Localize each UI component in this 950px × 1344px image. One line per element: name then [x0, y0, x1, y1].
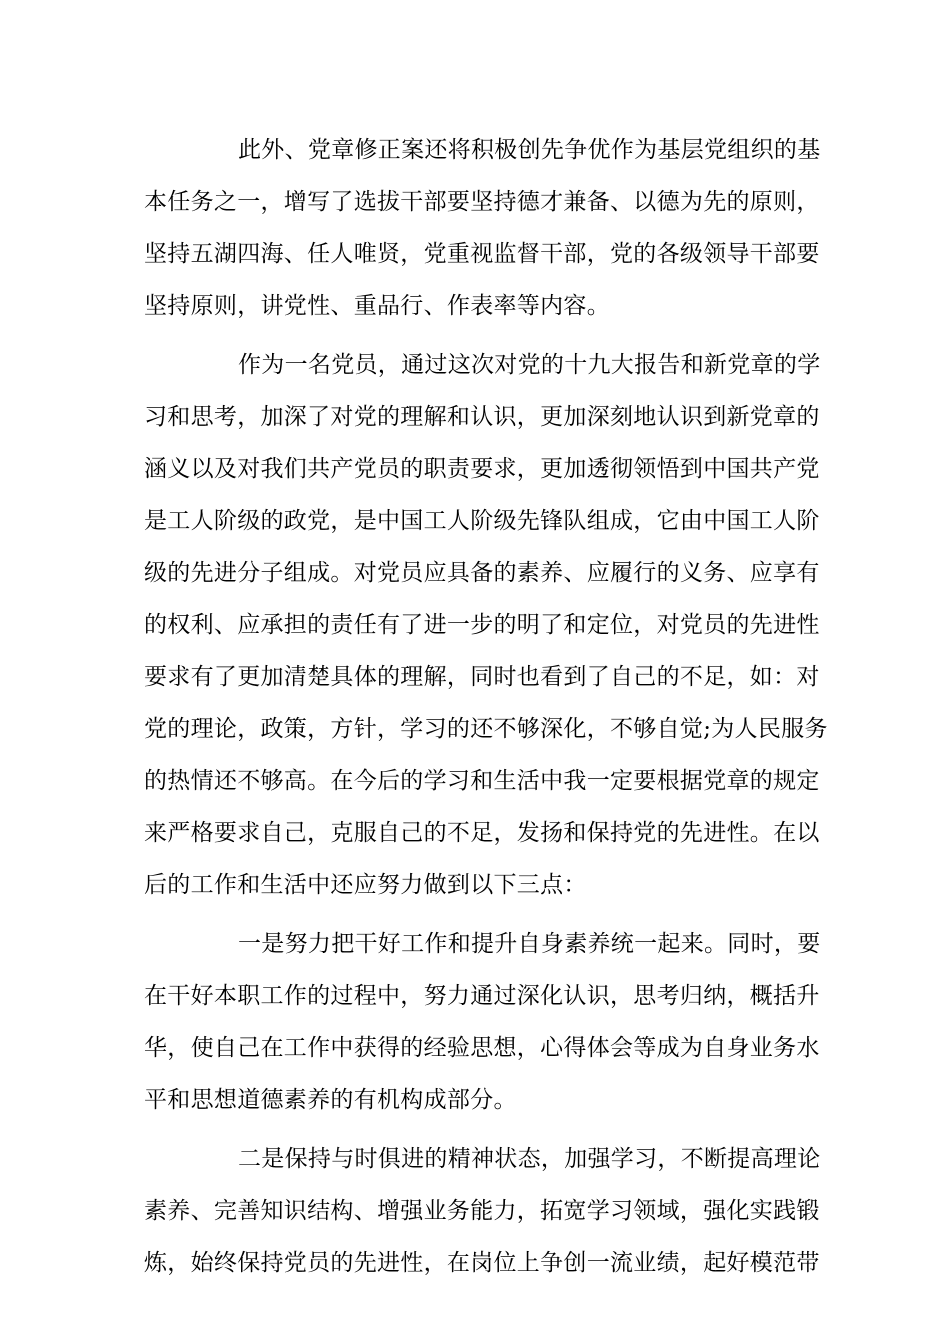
paragraph-spacer — [144, 332, 808, 339]
paragraph-line: 坚持原则，讲党性、重品行、作表率等内容。 — [144, 293, 610, 319]
paragraph-line: 炼，始终保持党员的先进性，在岗位上争创一流业绩，起好模范带 — [144, 1250, 820, 1276]
paragraph-line: 本任务之一，增写了选拔干部要坚持德才兼备、以德为先的原则， — [144, 189, 820, 215]
paragraph-line: 华，使自己在工作中获得的经验思想，心得体会等成为自身业务水 — [144, 1035, 820, 1061]
paragraph-line: 涵义以及对我们共产党员的职责要求，更加透彻领悟到中国共产党 — [144, 456, 820, 482]
paragraph-spacer — [144, 1126, 808, 1133]
paragraph-spacer — [144, 911, 808, 918]
paragraph-4 — [144, 1133, 821, 1289]
paragraph-line: 坚持五湖四海、任人唯贤，党重视监督干部，党的各级领导干部要 — [144, 241, 820, 267]
paragraph-line: 平和思想道德素养的有机构成部分。 — [144, 1087, 517, 1113]
paragraph-line: 在干好本职工作的过程中，努力通过深化认识，思考归纳，概括升 — [144, 983, 820, 1009]
paragraph-line: 此外、党章修正案还将积极创先争优作为基层党组织的基 — [238, 137, 821, 163]
paragraph-line: 级的先进分子组成。对党员应具备的素养、应履行的义务、应享有 — [144, 560, 820, 586]
paragraph-line: 习和思考，加深了对党的理解和认识，更加深刻地认识到新党章的 — [144, 404, 820, 430]
paragraph-line: 作为一名党员，通过这次对党的十九大报告和新党章的学 — [238, 352, 821, 378]
paragraph-line: 后的工作和生活中还应努力做到以下三点： — [144, 872, 587, 898]
paragraph-line: 来严格要求自己，克服自己的不足，发扬和保持党的先进性。在以 — [144, 820, 820, 846]
paragraph-line: 二是保持与时俱进的精神状态，加强学习，不断提高理论 — [238, 1146, 821, 1172]
paragraph-line: 的热情还不够高。在今后的学习和生活中我一定要根据党章的规定 — [144, 768, 820, 794]
paragraph-line: 党的理论，政策，方针，学习的还不够深化，不够自觉;为人民服务 — [144, 716, 828, 742]
paragraph-line: 是工人阶级的政党，是中国工人阶级先锋队组成，它由中国工人阶 — [144, 508, 820, 534]
paragraph-line: 素养、完善知识结构、增强业务能力，拓宽学习领域，强化实践锻 — [144, 1198, 820, 1224]
paragraph-3 — [144, 918, 821, 1126]
paragraph-line: 要求有了更加清楚具体的理解，同时也看到了自己的不足，如：对 — [144, 664, 820, 690]
paragraph-1 — [144, 124, 821, 332]
paragraph-line: 一是努力把干好工作和提升自身素养统一起来。同时，要 — [238, 931, 821, 957]
paragraph-line: 的权利、应承担的责任有了进一步的明了和定位，对党员的先进性 — [144, 612, 820, 638]
paragraph-2 — [144, 339, 828, 911]
document-body — [144, 124, 828, 1289]
